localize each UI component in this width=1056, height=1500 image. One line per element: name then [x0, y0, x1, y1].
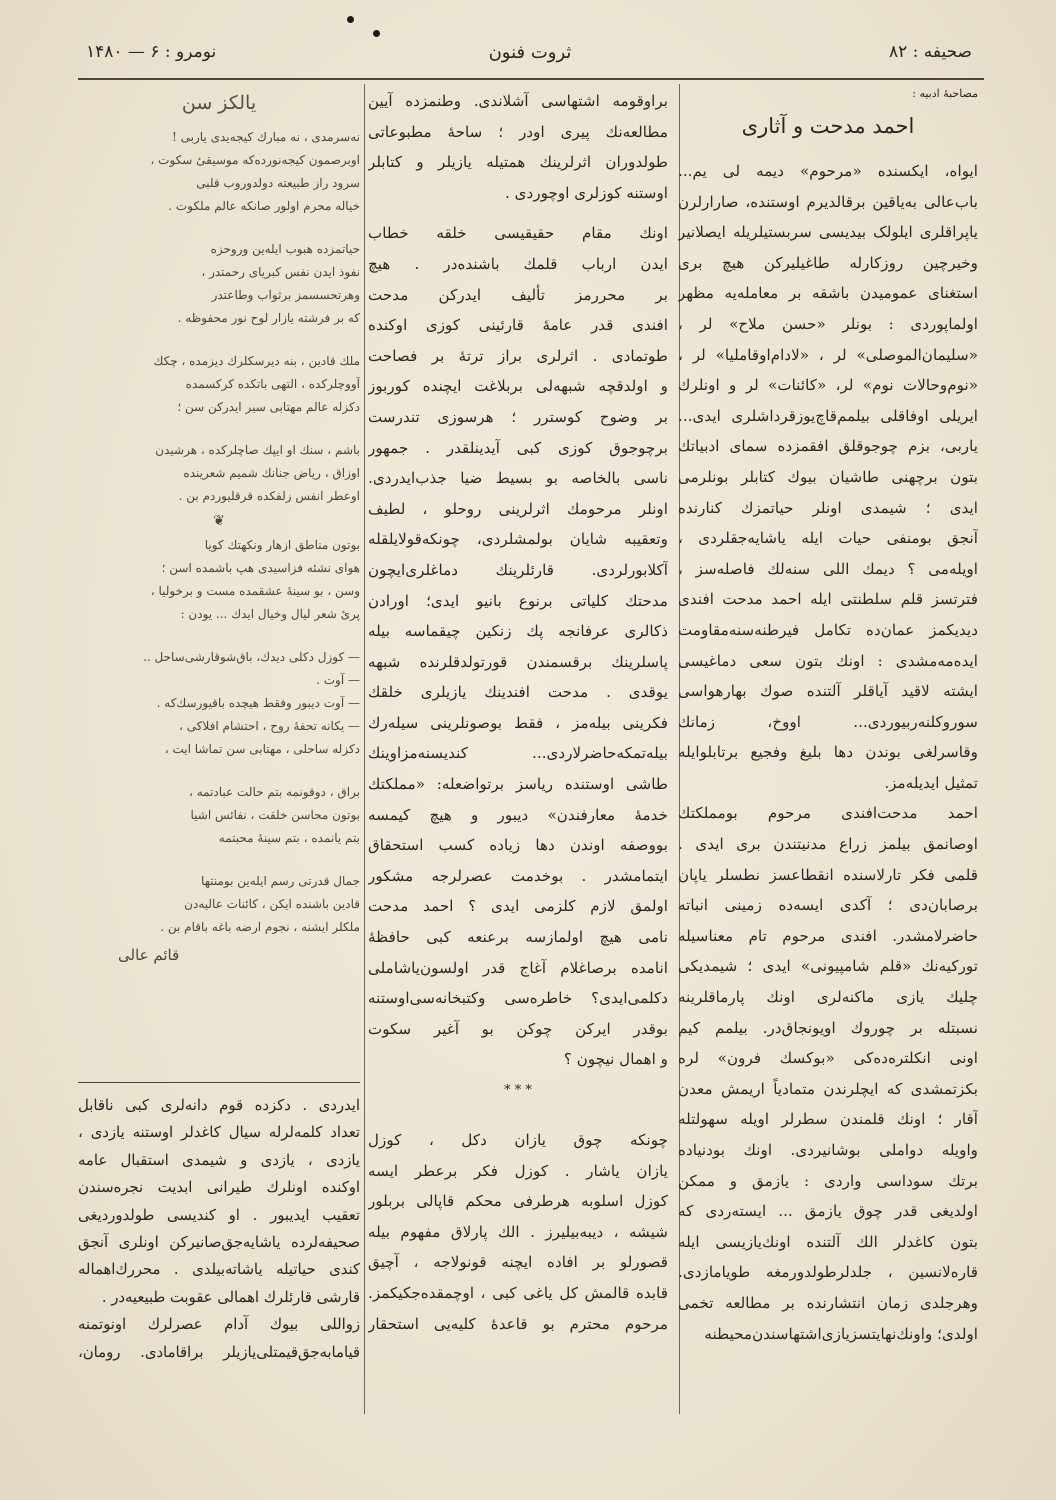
poem-verse: که بر فرشته یازار لوح نور محفوظه .	[177, 311, 360, 325]
poem-verse: براق ، دوقونمه بتم حالت عبادتمه ،	[189, 785, 360, 799]
text-line: یاپراقلری ایلولک بیدیسی سربستیلریله ایصلانیر	[678, 223, 978, 242]
magazine-title: ثروت فنون	[488, 42, 572, 63]
poem-verse: جمال قدرتی رسم ایله‌ین بومنتها	[201, 874, 360, 888]
issue-number: نومرو : ۶ — ۱۴۸۰	[86, 42, 217, 62]
section-label: مصاحبهٔ ادبیه :	[912, 87, 978, 100]
poem-verse: — آوت دیبور وفقط هیچده باقیورسك‌که .	[156, 696, 360, 710]
text-line: باب‌عالی به‌یاقین برقالدیرم اوستنده، صارارلرن	[678, 192, 978, 211]
text-line: نسبتله بر چوروك اویونجاق‌در. بیلمم کیم	[678, 1018, 978, 1037]
ornament-icon: ❦	[213, 513, 225, 529]
text-line: طاشی اوستنده ریاسز برتواضعله: «مملکتك	[368, 775, 668, 794]
poem-verse: بوتون مناطق ازهار ونکهتك کویا	[204, 538, 360, 552]
text-line: بر محررمز تألیف ایدرکن مدحت	[368, 285, 668, 304]
text-line: ایشته لاقید آیاقلر آلتنده صوك بهارهواسی	[678, 682, 978, 701]
article-title: احمد مدحت و آثاری	[741, 114, 915, 138]
text-line: پاسلرینك برقسمندن قورتولدقلرنده شبهه	[368, 652, 668, 671]
page-number: صحیفه : ۸۲	[888, 42, 972, 62]
text-line: قصورلو بر افاده ایچنه قونولاجه ، آچیق	[368, 1253, 668, 1272]
article-continuation	[78, 1092, 360, 1366]
text-line: یوقدی . مدحت افندینك یازیلری خلقك	[368, 683, 668, 702]
text-line: یازان یاشار . کوزل فکر برعطر ایسه	[368, 1161, 668, 1180]
poet-signature: قائم عالی	[118, 946, 180, 964]
text-line: تعقیب ایدیبور . او کندیسی طولدوردیغی	[78, 1206, 360, 1224]
page-header	[80, 42, 980, 72]
poem-verse: ملکلر ایشنه ، نجوم ارضه باغه باقام بن .	[160, 920, 360, 934]
text-line: حاضرلامشدر. افندی مرحوم تام معناسیله	[678, 926, 978, 945]
poem-verse: ملك قادین ، بنه دیرسکلرك دیزمده ، چکك	[153, 354, 360, 368]
poem-verse: بوتون محاسن خلقت ، نفائس اشیا	[190, 808, 360, 822]
text-line: و اولدقچه شبهه‌لی بربلاغت ایچنده کوربوز	[368, 377, 668, 396]
article-column-middle	[368, 86, 668, 1339]
text-line: چونکه چوق یازان دکل ، کوزل	[368, 1131, 668, 1149]
text-line: اویله‌می ؟ دیمك اللی سنه‌لك فاصله‌سز ،	[678, 559, 978, 578]
poem-verse: اوزاق ، ریاض جنانك شمیم شعرینده	[183, 466, 360, 480]
text-line: بر وضوح کوسترر ؛ هرسوزی تندرست	[368, 407, 668, 426]
text-line: اوستنه کوزلری اوچوردی .	[505, 183, 668, 202]
text-line: اولدیغی قدر چوق یازمق ... ایسته‌ردی که	[678, 1202, 978, 1221]
ink-dot	[347, 16, 354, 23]
text-line: وخیرچین روزکارله طاغیلیرکن هیچ بری	[678, 253, 978, 272]
text-line: تورکیه‌نك «قلم شامپیونی» ایدی ؛ شیمدیکی	[678, 957, 978, 976]
text-line: قاره‌لانسین ، جلدلرطولدورمغه طویامازدی.	[678, 1263, 978, 1282]
text-line: اوکنده اونلرك طیرانی ابدیت نجره‌سندن	[78, 1179, 360, 1197]
text-line: وهرجلدی زمان انتشارنده بر مطالعه تخمی	[678, 1293, 978, 1312]
text-line: استغنای عمومیدن باشقه بر معامله‌یه مظهر	[678, 284, 978, 303]
text-line: تمثیل ایدیله‌مز.	[884, 773, 978, 792]
poem-verse: سرود راز طبیعته دولدوروب قلبی	[196, 176, 360, 190]
poem-verse: دکزله ساحلی ، مهتابی سن تماشا ایت ،	[164, 742, 360, 756]
text-line: ایدن ارباب قلمك باشنده‌در . هیچ	[368, 254, 668, 273]
text-line: اولماپوردی : بونلر «حسن ملاح» لر ،	[678, 314, 978, 333]
text-line: براوقومه اشتهاسی آشلاندی. وطنمزده آیین	[368, 92, 668, 110]
poem-verse: اوبرصمون کیجه‌نورده‌که موسیقیٔ سکوت ،	[150, 153, 360, 167]
text-line: و اهمال نیچون ؟	[563, 1050, 668, 1069]
text-line: چلیك یازی ماکنه‌لری اونك پارماقلرینه	[678, 988, 978, 1007]
header-rule	[78, 78, 984, 80]
poem-stanzas	[78, 126, 360, 508]
poem-verse: دکزله عالم مهتابی سیر ایدرکن سن ؛	[177, 400, 360, 414]
text-line: خدمهٔ معارفندن» دیبور و هیچ کیمسه	[368, 805, 668, 824]
text-line: ایده‌مه‌مشدی : اونك بتون سعی دماغیسی	[678, 651, 978, 670]
article-text	[368, 1125, 668, 1339]
poem-verse: حیاتمزده هبوب ایله‌ین وروحزه	[210, 242, 360, 256]
poem-verse: نفوذ ایدن نفس کبریای رحمتدر ،	[201, 265, 360, 279]
text-line: ذکالری عرفانجه پك زنکین چیقماسه بیله	[368, 622, 668, 641]
article-text	[368, 218, 668, 1075]
text-line: احمد مدحت‌افندی مرحوم بومملکتك	[678, 804, 978, 823]
poem-verse: — یکانه تحفهٔ روح ، احتشام افلاکی ،	[179, 719, 360, 733]
text-line: ایدردی . دکزده قوم دانه‌لری کبی ناقابل	[78, 1097, 360, 1114]
text-line: ایریلی اوفاقلی بیلمم‌قاچ‌یوزقرداشلری ایدی...	[678, 406, 978, 425]
text-line: برصابان‌دی ؛ آکدی ایسه‌ده زمینی انباته	[678, 896, 978, 915]
article-text	[368, 86, 668, 208]
text-line: طوتمادی . اثرلری براز ترتهٔ بر فصاحت	[368, 346, 668, 365]
text-line: افندی قدر عامهٔ قارئینی کوزی اوکنده	[368, 316, 668, 335]
text-line: نامی هیچ اولمازسه برعنعه کبی حافظهٔ	[368, 928, 668, 947]
text-line: وتعقیبه شایان بولمشلردی، چونکه‌قولایلقله	[368, 530, 668, 549]
text-line: بتون کاغدلر الك آلتنده اونك‌یازیسی ایله	[678, 1232, 978, 1251]
text-line: قیامابه‌جق‌قیمتلی‌یازیلر براقامادی. رومان،	[78, 1343, 360, 1361]
text-line: بوقدر ایرکن چوکن بو آغیر سکوت	[368, 1019, 668, 1038]
article-text	[678, 156, 978, 1349]
text-line: سوروکلنه‌ربیوردی... اووخ، زمانك	[678, 712, 978, 731]
text-line: ناسی بالخاصه بو بسیط ضیا جذب‌ایدردی.	[368, 469, 668, 488]
text-line: بیله‌تمکه‌حاضرلاردی... کندیسنه‌مزاوینك	[368, 744, 668, 763]
section-rule	[78, 1082, 360, 1083]
text-line: دیدیکمز عمان‌ده تکامل فیرطنه‌سنه‌مقاومت	[678, 620, 978, 639]
poem-verse: آووچلرکده ، التهی باتکده کرکسمده	[185, 377, 360, 391]
poem-verse: باشم ، سنك او ایپك صاچلرکده ، هرشیدن	[155, 443, 360, 457]
text-line: آنجق بومنفی حیات ایله یاشایه‌جقلردی ،	[678, 529, 978, 548]
text-line: واویله دواملی بوشانیردی. اونك بودنیاده	[678, 1141, 978, 1159]
text-line: بکزتمشدی که ایچلرندن متمادیاً اریمش معدن	[678, 1079, 978, 1098]
text-line: ایواه، ایکسنده «مرحوم» دیمه لی یم...	[678, 162, 978, 180]
text-line: اولدی؛ واونك‌نهایتسزیازی‌اشتهاسندن‌محیطنه	[704, 1324, 978, 1343]
text-line: شیشه ، دیبه‌بیلیرز . الك پارلاق مفهوم بیله	[368, 1222, 668, 1241]
text-line: قارشی قارئلرك اهمالی عقوبت طبیعیه‌در .	[101, 1288, 360, 1306]
text-line: بووصفه اوندن دها زیاده کسب استحقاق	[368, 836, 668, 855]
text-line: زواللی بیوك آدام عصرلرك اونوتمنه	[78, 1316, 360, 1334]
text-line: ایتمامشدر . بوخدمت عصرلرجه مشکور	[368, 866, 668, 885]
poem-verse: وهرتحسسمز برثواب وطاعتدر	[211, 288, 360, 302]
text-line: مطالعه‌نك پیری اودر ؛ ساحهٔ مطبوعاتی	[368, 122, 668, 141]
poem-title: یالکز سن	[181, 92, 257, 114]
text-line: اونك مقام حقیقیسی خلقه خطاب	[368, 224, 668, 243]
text-line: فکرینی بیله‌مز ، فقط بوصونلرینی سیله‌رك	[368, 713, 668, 732]
text-line: طولدوران اثرلرینك همتیله یازیلر و کتابلر	[368, 153, 668, 172]
poem-verse: بتم یانمده ، بتم سینهٔ محبتمه	[218, 831, 360, 845]
text-line: اولمق لازم کلزمی ایدی ؟ احمد مدحت	[368, 897, 668, 916]
poem-verse: قادین باشنده ایکن ، کائنات عالیه‌دن	[184, 897, 360, 911]
text-line: اونلر مرحومك اثرلرینی روحلو ، لطیف	[368, 499, 668, 518]
text-line: کندی حیاتیله یاشاته‌بیلدی . محررك‌اهماله	[78, 1261, 360, 1279]
poem-verse: اوعطر انفس زلفکده قرقلیوردم بن .	[178, 489, 360, 503]
text-line: اوصانمق بیلمز زراع مدنیتندن بری ایدی .	[678, 835, 978, 854]
text-line: انامده برصاغلام آغاج قدر اولسون‌یاشاملی	[368, 958, 668, 977]
poem-stanzas	[78, 534, 360, 939]
poem-verse: خیاله محرم اولور صانکه عالم ملکوت .	[168, 199, 360, 213]
poem-verse: هوای نشئه فزاسیدی هپ باشمده اسن ؛	[161, 561, 360, 575]
text-line: آقار ؛ اونك قلمندن سطرلر اویله سهولتله	[678, 1110, 978, 1129]
text-line: مدحتك کلیاتی برنوع بانیو ایدی؛ اورادن	[368, 591, 668, 610]
text-line: مرحوم محترم بو قاعدهٔ کلیه‌یی استحقار	[368, 1314, 668, 1333]
poem-column	[78, 86, 360, 971]
ink-dot	[373, 30, 380, 37]
poem-verse: پریٔ شعر لیال وخیال ایدك ... یودن :	[180, 607, 360, 621]
text-line: بتون برچهنی طاشیان بیوك کتابلر بونلرمی	[678, 467, 978, 486]
text-line: آکلابورلردی. قارئلرینك دماغلری‌ایچون	[368, 560, 668, 579]
text-line: وقاسرلغی بوندن دها بلیغ وفجیع برتابلوایله	[678, 743, 978, 762]
text-line: کوزل اسلوبه هرطرفی محکم قاپالی بربلور	[368, 1192, 668, 1211]
text-line: دکلمی‌ایدی؟ خاطره‌سی وکتبخانه‌سی‌اوستنه	[368, 989, 668, 1008]
section-separator: * * *	[504, 1083, 532, 1098]
text-line: یازدی ، یازدی و شیمدی استقبال عامه	[78, 1151, 360, 1169]
text-line: صحیفه‌لرده یاشایه‌جق‌صانیرکن اونلری آنجق	[78, 1233, 360, 1251]
article-text	[78, 1092, 360, 1366]
poem-verse: — آوت .	[316, 673, 360, 687]
text-line: تعداد کلمه‌لرله سیال کاغدلر اوستنه یازدی ،	[78, 1124, 360, 1142]
text-line: اونی انکلتره‌ده‌کی «بوکسك فرون» لره	[678, 1049, 978, 1068]
poem-verse: — کوزل دکلی دیدك، باق‌شوقارشی‌ساحل ..	[143, 650, 360, 664]
text-line: یاربی، بزم چوجوقلق افقمزده سمای ادبیاتك	[678, 437, 978, 456]
text-line: برتك سوداسی واردی : یازمق و ممکن	[678, 1171, 978, 1190]
poem-verse: وسن ، بو سینهٔ عشقمده مست و برخولیا ،	[150, 584, 360, 598]
text-line: قابده قالمش کل یاغی کبی ، اوچمقده‌جکیکمز.	[368, 1283, 668, 1302]
article-column-right	[678, 86, 978, 1349]
text-line: قلمی فکر تارلاسنده انقطاعسز نطسلر یاپان	[678, 865, 978, 884]
column-divider	[364, 84, 365, 1414]
text-line: ایدی ؛ شیمدی اونلر حیاتمزك کنارنده	[678, 498, 978, 517]
text-line: «سلیمان‌الموصلی» لر ، «لادام‌اوقاملیا» لر ،	[678, 345, 978, 364]
text-line: «نوم‌وحالات نوم» لر، «کائنات» لر و اونلرك	[678, 376, 978, 395]
text-line: فترتسز قلم سلطنتی ایله احمد مدحت افندی	[678, 590, 978, 609]
poem-verse: نه‌سرمدی ، نه مبارك کیجه‌یدی یاربی !	[172, 130, 360, 144]
text-line: برچوجوق کوزی کبی آیدینلقدر . جمهور	[368, 438, 668, 457]
